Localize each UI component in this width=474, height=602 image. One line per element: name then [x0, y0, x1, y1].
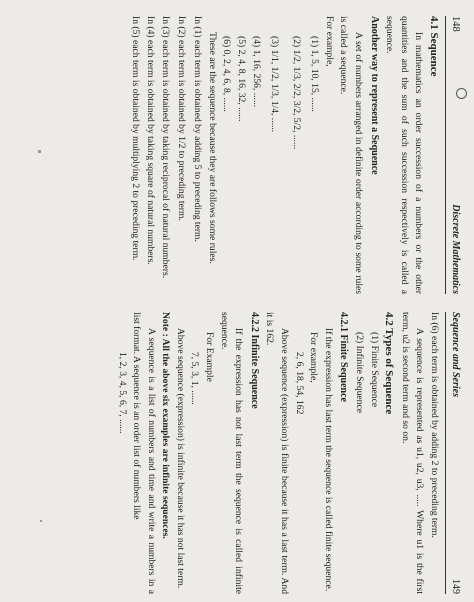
rule-line: In (3) each term is obtained by taking reciprocal of natural numbers. [159, 16, 171, 279]
example-item: (3) 1/1, 1/2, 1/3, 1/4, ...... [268, 36, 280, 133]
example-label: For example, [308, 332, 320, 383]
example-item: 2, 6, 18, 54, 162 [293, 352, 305, 415]
scan-speck [40, 520, 42, 522]
section-heading: 4.1 Sequence [428, 16, 440, 77]
rule-line: In (1) each term is obtained by adding 5 to preceding term. [192, 16, 204, 242]
example-item: 7, 5, 3, 1, ...... [189, 352, 201, 405]
paragraph: Above sequence (expression) is finite because it has a last term. And it is 162. [264, 312, 291, 594]
example-label: For example, [323, 16, 335, 67]
header-rule [445, 312, 446, 594]
left-running-title: Discrete Mathematics [450, 204, 461, 294]
example-item: (1) 1, 5, 10, 15, ...... [309, 36, 321, 112]
type-item: (1) Finite Sequence [368, 332, 380, 408]
paragraph: In mathematics an order succession of a numbers or the other quantities and the sum of such succession respectively is called a sequence. [384, 16, 425, 294]
left-page [128, 16, 462, 294]
right-page-number: 149 [450, 579, 461, 594]
punch-hole-mark [456, 88, 467, 99]
paragraph: If the expression has last term the sequence is called finite sequence. [322, 328, 334, 592]
right-page [114, 312, 462, 594]
example-item: (4) 1, 16, 256, ...... [250, 36, 262, 108]
finite-heading: 4.2.1 Finite Sequence [338, 312, 350, 402]
rule-line: In (2) each term is obtained by 1/2 to preceding term. [175, 16, 187, 221]
example-item: (2) 1/2, 1/3, 2/2, 3/2, 5/2, ...... [290, 36, 302, 150]
example-item: 1, 2, 3, 4, 5, 6, 7, ...... [116, 352, 128, 434]
paragraph: A sequence is a list of numbers and time and write a numbers in a list format. A sequence is an order list of numbers like [131, 312, 157, 594]
example-item: (6) 0, 2, 4, 6, 8, ...... [221, 36, 233, 112]
note: Note : All the above six examples are infinite sequences. [160, 312, 172, 539]
rule-line: In (5) each term is obtained by multiplying 2 to preceding term. [130, 16, 142, 261]
paragraph: A set of numbers arranged in definite order according to some rules is called a sequence. [338, 16, 365, 294]
left-header [448, 16, 462, 294]
types-heading: 4.2 Types of Sequence [383, 312, 396, 415]
right-header [448, 312, 462, 594]
header-rule [445, 16, 446, 294]
infinite-heading: 4.2.2 Infinite Sequence [248, 312, 260, 409]
paragraph: These are the sequence because they are follows some rules. [206, 32, 218, 264]
right-running-title: Sequence and Series [450, 312, 461, 397]
rule-line: In (4) each term is obtained by taking square of natural numbers. [145, 16, 157, 265]
example-label: For Example [204, 332, 216, 382]
left-page-number: 148 [450, 16, 461, 32]
example-item: (5) 2, 4, 8, 16, 32, ...... [236, 36, 248, 122]
paragraph: Above sequence (expression) is infinite because it has not last term. [174, 328, 186, 589]
paragraph: If the expression has not last term the sequence is called infinite sequence. [218, 312, 245, 594]
paragraph: A sequence is represented as u1, u2, u3, ..... Where u1 is the first term, u2 is second term and so on. [399, 312, 426, 594]
rule-line: In (6) each term is obtained by adding 2 to preceding term. [429, 312, 440, 538]
scan-speck [38, 150, 41, 153]
type-item: (2) Infinite Sequence [354, 332, 366, 413]
subheading: Another way to represent a Sequence [368, 16, 380, 175]
